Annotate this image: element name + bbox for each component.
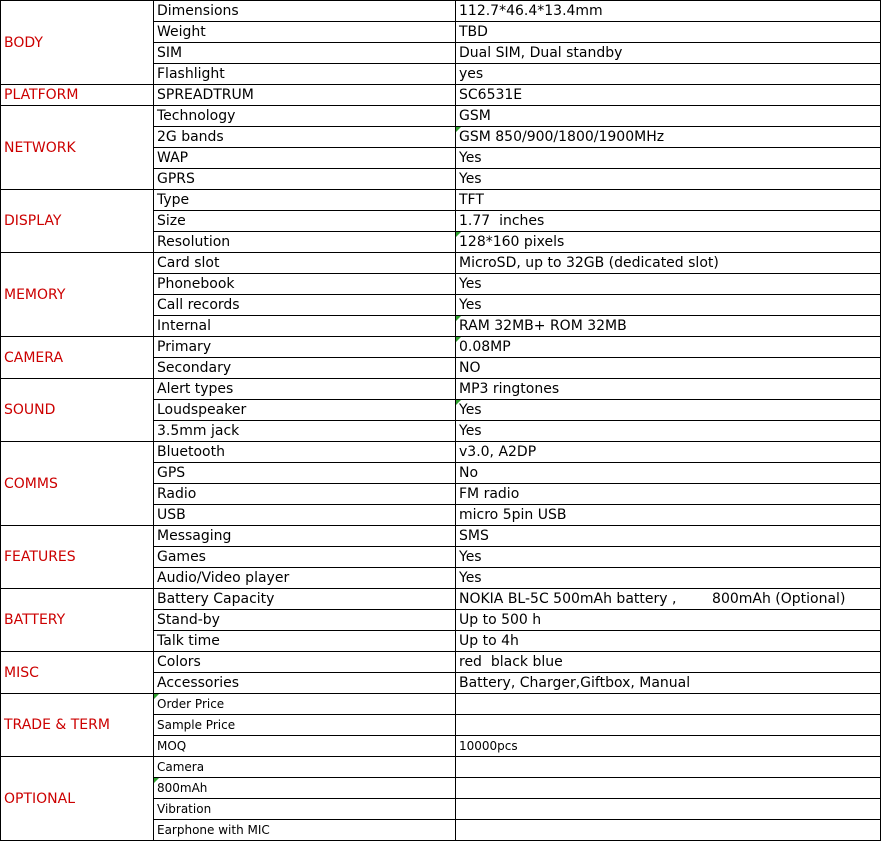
spec-value-cell: MP3 ringtones bbox=[456, 379, 881, 400]
spec-label-cell: MOQ bbox=[154, 736, 456, 757]
spec-label-cell: Alert types bbox=[154, 379, 456, 400]
spec-value-cell: SC6531E bbox=[456, 85, 881, 106]
spec-row bbox=[1, 442, 881, 463]
spec-label-cell: Messaging bbox=[154, 526, 456, 547]
spec-row bbox=[1, 589, 881, 610]
spec-value-cell: Up to 500 h bbox=[456, 610, 881, 631]
spec-value-cell: Yes bbox=[456, 274, 881, 295]
category-cell: TRADE & TERM bbox=[1, 694, 154, 757]
spec-value-cell: MicroSD, up to 32GB (dedicated slot) bbox=[456, 253, 881, 274]
category-cell: MEMORY bbox=[1, 253, 154, 337]
spec-value-cell: 112.7*46.4*13.4mm bbox=[456, 1, 881, 22]
spec-value-cell: FM radio bbox=[456, 484, 881, 505]
spec-label-cell: Bluetooth bbox=[154, 442, 456, 463]
spec-label-cell: Accessories bbox=[154, 673, 456, 694]
spec-label-cell: Talk time bbox=[154, 631, 456, 652]
category-cell: BODY bbox=[1, 1, 154, 85]
category-cell: NETWORK bbox=[1, 106, 154, 190]
spec-value-cell: NOKIA BL-5C 500mAh battery , 800mAh (Optional) bbox=[456, 589, 881, 610]
spec-value-cell bbox=[456, 820, 881, 841]
spec-label-cell: 2G bands bbox=[154, 127, 456, 148]
spec-value-cell: Yes bbox=[456, 148, 881, 169]
category-cell: COMMS bbox=[1, 442, 154, 526]
spec-value-cell: Yes bbox=[456, 400, 881, 421]
spec-label-cell: Loudspeaker bbox=[154, 400, 456, 421]
spec-label-cell: Colors bbox=[154, 652, 456, 673]
spec-row bbox=[1, 652, 881, 673]
spec-label-cell: GPRS bbox=[154, 169, 456, 190]
spec-value-cell: yes bbox=[456, 64, 881, 85]
spec-label-cell: Radio bbox=[154, 484, 456, 505]
spec-value-cell: SMS bbox=[456, 526, 881, 547]
spec-row bbox=[1, 190, 881, 211]
category-cell: SOUND bbox=[1, 379, 154, 442]
spec-row bbox=[1, 106, 881, 127]
spec-value-cell bbox=[456, 799, 881, 820]
category-cell: CAMERA bbox=[1, 337, 154, 379]
spec-label-cell: Card slot bbox=[154, 253, 456, 274]
spec-label-cell: Battery Capacity bbox=[154, 589, 456, 610]
spec-label-cell: Type bbox=[154, 190, 456, 211]
spec-value-cell: 0.08MP bbox=[456, 337, 881, 358]
spec-value-cell: v3.0, A2DP bbox=[456, 442, 881, 463]
spec-value-cell: Battery, Charger,Giftbox, Manual bbox=[456, 673, 881, 694]
category-cell: BATTERY bbox=[1, 589, 154, 652]
spec-label-cell: Sample Price bbox=[154, 715, 456, 736]
spec-label-cell: Order Price bbox=[154, 694, 456, 715]
spec-label-cell: Size bbox=[154, 211, 456, 232]
spec-value-cell bbox=[456, 715, 881, 736]
spec-label-cell: SIM bbox=[154, 43, 456, 64]
spec-label-cell: Secondary bbox=[154, 358, 456, 379]
spec-value-cell: TBD bbox=[456, 22, 881, 43]
spec-label-cell: Flashlight bbox=[154, 64, 456, 85]
spec-label-cell: 800mAh bbox=[154, 778, 456, 799]
category-cell: OPTIONAL bbox=[1, 757, 154, 841]
spec-label-cell: Audio/Video player bbox=[154, 568, 456, 589]
spec-label-cell: Games bbox=[154, 547, 456, 568]
spec-label-cell: GPS bbox=[154, 463, 456, 484]
spec-value-cell bbox=[456, 778, 881, 799]
spec-row bbox=[1, 694, 881, 715]
spec-label-cell: Resolution bbox=[154, 232, 456, 253]
spec-value-cell: 10000pcs bbox=[456, 736, 881, 757]
spec-value-cell: 1.77 inches bbox=[456, 211, 881, 232]
category-cell: MISC bbox=[1, 652, 154, 694]
spec-label-cell: Primary bbox=[154, 337, 456, 358]
spec-row bbox=[1, 253, 881, 274]
category-cell: FEATURES bbox=[1, 526, 154, 589]
spec-label-cell: Weight bbox=[154, 22, 456, 43]
category-cell: PLATFORM bbox=[1, 85, 154, 106]
spec-value-cell: Yes bbox=[456, 547, 881, 568]
spec-value-cell: Yes bbox=[456, 568, 881, 589]
spec-label-cell: Stand-by bbox=[154, 610, 456, 631]
spec-label-cell: Technology bbox=[154, 106, 456, 127]
spec-label-cell: Camera bbox=[154, 757, 456, 778]
spec-table-body bbox=[1, 1, 881, 841]
spec-label-cell: Phonebook bbox=[154, 274, 456, 295]
spec-value-cell: NO bbox=[456, 358, 881, 379]
spec-label-cell: Dimensions bbox=[154, 1, 456, 22]
spec-value-cell: TFT bbox=[456, 190, 881, 211]
spec-value-cell: No bbox=[456, 463, 881, 484]
spec-row bbox=[1, 757, 881, 778]
spec-value-cell: red black blue bbox=[456, 652, 881, 673]
spec-label-cell: Call records bbox=[154, 295, 456, 316]
spec-value-cell: micro 5pin USB bbox=[456, 505, 881, 526]
spec-row bbox=[1, 379, 881, 400]
spec-row bbox=[1, 85, 881, 106]
spec-value-cell: Yes bbox=[456, 295, 881, 316]
spec-value-cell bbox=[456, 757, 881, 778]
spec-label-cell: 3.5mm jack bbox=[154, 421, 456, 442]
spec-value-cell: Yes bbox=[456, 169, 881, 190]
spec-value-cell bbox=[456, 694, 881, 715]
spec-label-cell: USB bbox=[154, 505, 456, 526]
spec-value-cell: Yes bbox=[456, 421, 881, 442]
spec-label-cell: Vibration bbox=[154, 799, 456, 820]
spec-value-cell: Dual SIM, Dual standby bbox=[456, 43, 881, 64]
spec-label-cell: WAP bbox=[154, 148, 456, 169]
spec-value-cell: 128*160 pixels bbox=[456, 232, 881, 253]
spec-value-cell: RAM 32MB+ ROM 32MB bbox=[456, 316, 881, 337]
spec-label-cell: Internal bbox=[154, 316, 456, 337]
spec-label-cell: Earphone with MIC bbox=[154, 820, 456, 841]
spec-value-cell: GSM bbox=[456, 106, 881, 127]
spec-row bbox=[1, 337, 881, 358]
spec-row bbox=[1, 526, 881, 547]
category-cell: DISPLAY bbox=[1, 190, 154, 253]
spec-label-cell: SPREADTRUM bbox=[154, 85, 456, 106]
spec-value-cell: GSM 850/900/1800/1900MHz bbox=[456, 127, 881, 148]
spec-row bbox=[1, 1, 881, 22]
spec-value-cell: Up to 4h bbox=[456, 631, 881, 652]
